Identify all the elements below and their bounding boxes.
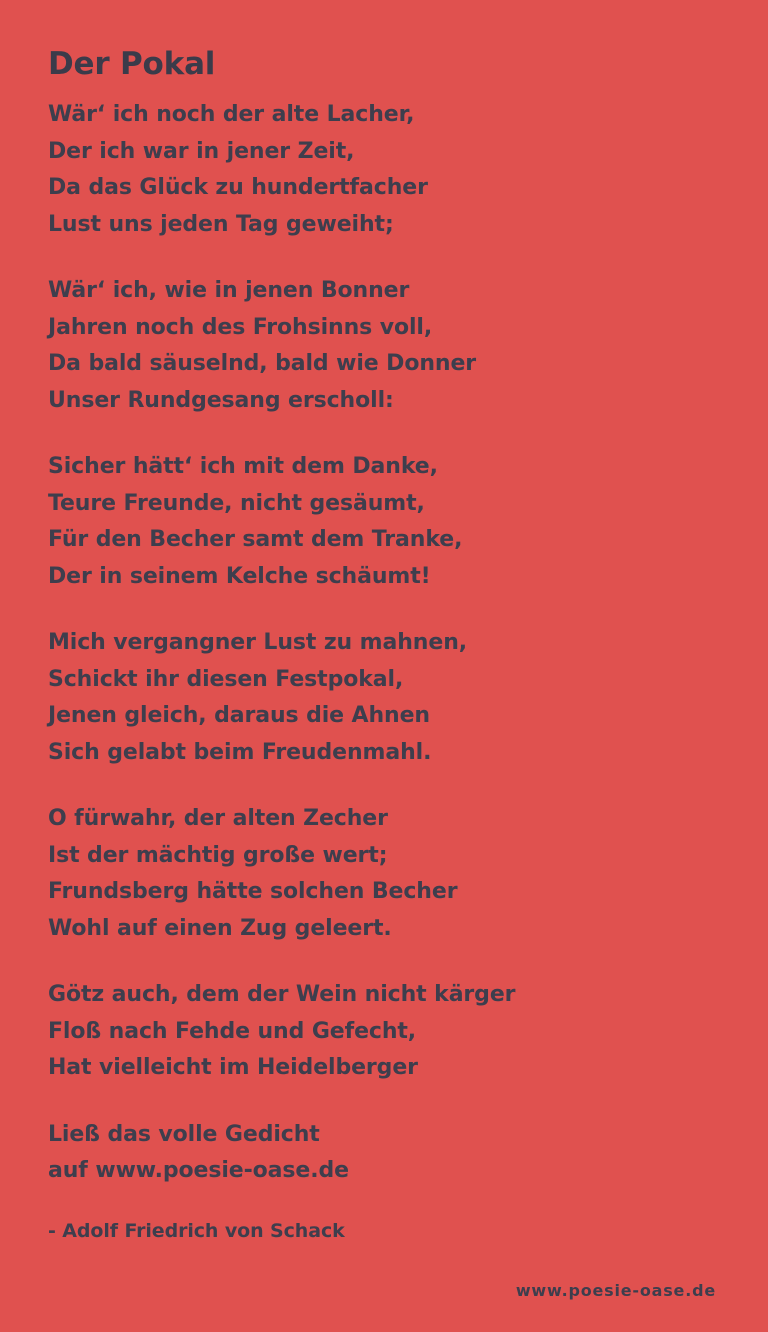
stanza-1 (48, 97, 720, 243)
poem-line: Jahren noch des Frohsinns voll, (48, 314, 433, 340)
stanza-6 (48, 977, 720, 1087)
poem-line: Hat vielleicht im Heidelberger (48, 1055, 418, 1081)
stanza-5 (48, 801, 720, 947)
stanza-2 (48, 273, 720, 419)
page-title: Der Pokal (48, 46, 216, 82)
promo-line: Ließ das volle Gedicht (48, 1121, 320, 1147)
read-full-poem-note (48, 1117, 720, 1190)
poem-line: Sicher hätt‘ ich mit dem Danke, (48, 454, 438, 480)
poem-line: Wär‘ ich noch der alte Lacher, (48, 102, 415, 128)
stanza-4 (48, 625, 720, 771)
poem-line: Der in seinem Kelche schäumt! (48, 563, 431, 589)
poem-line: Unser Rundgesang erscholl: (48, 387, 394, 413)
poem-line: Ist der mächtig große wert; (48, 842, 388, 868)
poem-line: Sich gelabt beim Freudenmahl. (48, 739, 432, 765)
poem-line: Schickt ihr diesen Festpokal, (48, 666, 404, 692)
poem-line: O fürwahr, der alten Zecher (48, 806, 388, 832)
poem-line: Teure Freunde, nicht gesäumt, (48, 490, 425, 516)
poem-line: Da das Glück zu hundertfacher (48, 175, 428, 201)
poem-line: Mich vergangner Lust zu mahnen, (48, 630, 468, 656)
stanza-3 (48, 449, 720, 595)
poem-author: - Adolf Friedrich von Schack (48, 1219, 345, 1242)
poem-line: Wär‘ ich, wie in jenen Bonner (48, 278, 410, 304)
poem-line: Jenen gleich, daraus die Ahnen (48, 703, 430, 729)
poem-line: Wohl auf einen Zug geleert. (48, 915, 392, 941)
poem-line: Da bald säuselnd, bald wie Donner (48, 351, 477, 377)
promo-line: auf www.poesie-oase.de (48, 1158, 349, 1184)
poem-line: Floß nach Fehde und Gefecht, (48, 1018, 417, 1044)
poem-line: Götz auch, dem der Wein nicht kärger (48, 982, 516, 1008)
poem-line: Lust uns jeden Tag geweiht; (48, 211, 394, 237)
poem-line: Frundsberg hätte solchen Becher (48, 879, 458, 905)
site-url-footer: www.poesie-oase.de (515, 1281, 716, 1300)
poem-line: Der ich war in jener Zeit, (48, 138, 355, 164)
poem-line: Für den Becher samt dem Tranke, (48, 527, 463, 553)
